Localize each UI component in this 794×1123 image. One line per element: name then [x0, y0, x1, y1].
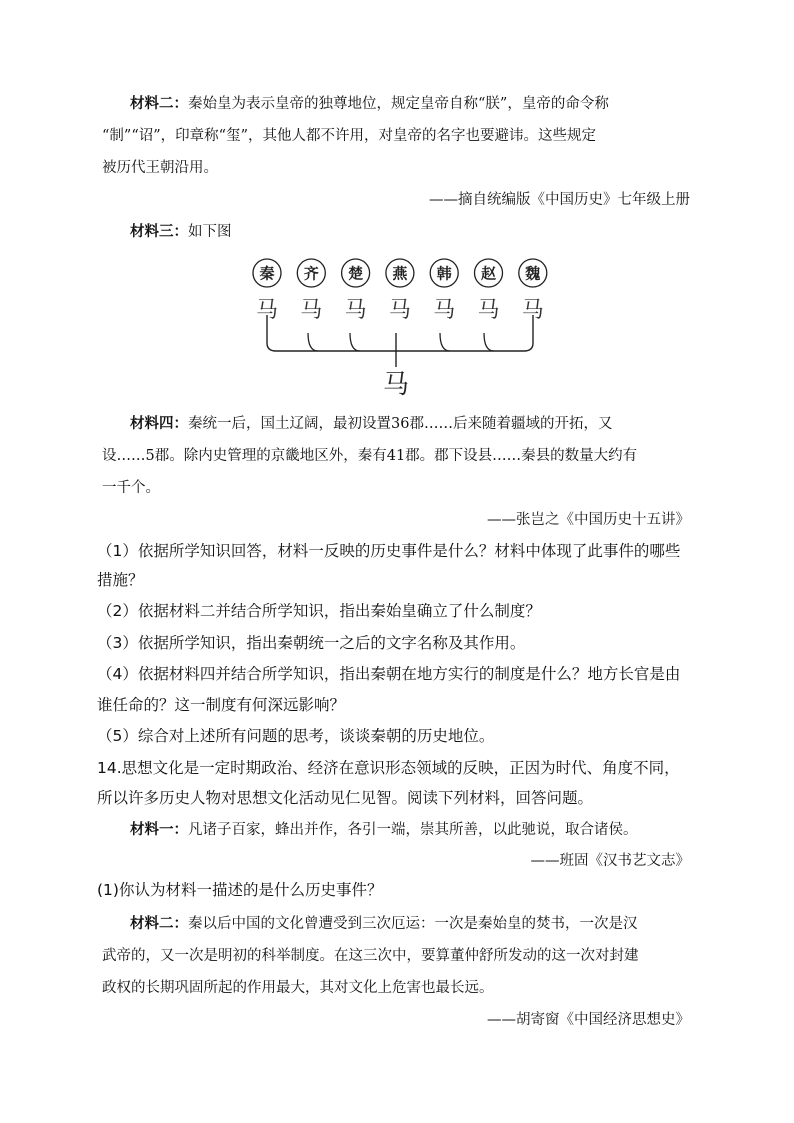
- state-script-glyph-5: 马: [433, 298, 456, 323]
- material2-line1: [130, 94, 609, 114]
- question-2: （2）依据材料二并结合所学知识，指出秦始皇确立了什么制度？: [97, 602, 541, 620]
- state-script-glyph-4: 马: [388, 298, 411, 323]
- state-name-2: 齐: [303, 264, 319, 283]
- q14-material2-line3: 政权的长期巩固所起的作用最大，其对文化上危害也最长远。: [102, 980, 494, 996]
- bracket-tick-3: [350, 333, 360, 351]
- state-script-glyph-1: 马: [255, 298, 279, 323]
- question-3: （3）依据所学知识，指出秦朝统一之后的文字名称及其作用。: [97, 634, 526, 652]
- material4-line3: 一千个。: [102, 480, 160, 496]
- material4-text-1: 秦统一后，国土辽阔，最初设置36郡……后来随着疆域的开拓，又: [188, 416, 613, 432]
- q14-question1: (1)你认为材料一描述的是什么历史事件？: [97, 881, 383, 899]
- q14-material2-source: ——胡寄窗《中国经济思想史》: [487, 1012, 690, 1028]
- state-name-3: 楚: [348, 264, 364, 283]
- material4-line2: 设……5郡。除内史管理的京畿地区外，秦有41郡。郡下设县……秦县的数量大约有: [102, 448, 638, 464]
- q14-line2: 所以许多历史人物对思想文化活动见仁见智。阅读下列材料，回答问题。: [97, 789, 594, 807]
- q14-material2-text-1: 秦以后中国的文化曾遭受到三次厄运：一次是秦始皇的焚书，一次是汉: [188, 916, 638, 932]
- bracket-tick-5: [440, 333, 450, 351]
- question-4-line1: （4）依据材料四并结合所学知识，指出秦朝在地方实行的制度是什么？地方长官是由: [97, 665, 681, 683]
- material4-line1: [130, 414, 612, 434]
- material2-line3: 被历代王朝沿用。: [102, 160, 218, 176]
- question-1-line2: 措施？: [97, 571, 144, 589]
- state-name-1: 秦: [259, 264, 275, 283]
- material4-label: 材料四：: [130, 415, 188, 432]
- bracket-tick-6: [484, 333, 494, 351]
- material4-source: ——张岂之《中国历史十五讲》: [487, 512, 690, 528]
- state-name-7: 魏: [525, 264, 541, 283]
- unified-glyph: 马: [382, 370, 410, 400]
- material3-line: [130, 222, 232, 242]
- state-script-glyph-6: 马: [477, 298, 500, 323]
- state-script-glyph-2: 马: [300, 298, 323, 323]
- q14-material1: [130, 820, 638, 840]
- state-script-glyph-3: 马: [344, 298, 367, 323]
- bracket-tick-2: [308, 333, 318, 351]
- state-name-4: 燕: [392, 264, 408, 283]
- material3-text: 如下图: [188, 224, 232, 240]
- q14-line1: 14.思想文化是一定时期政治、经济在意识形态领域的反映，正因为时代、角度不同，: [97, 759, 680, 777]
- question-1-line1: （1）依据所学知识回答，材料一反映的历史事件是什么？材料中体现了此事件的哪些: [97, 542, 681, 560]
- q14-material1-source: ——班固《汉书艺文志》: [530, 853, 690, 869]
- material2-source: ——摘自统编版《中国历史》七年级上册: [429, 192, 690, 208]
- material2-line2: “制”“诏”，印章称“玺”，其他人都不许用，对皇帝的名字也要避讳。这些规定: [102, 128, 596, 144]
- q14-material1-text: 凡诸子百家，蜂出并作，各引一端，崇其所善，以此驰说，取合诸侯。: [188, 822, 638, 838]
- question-4-line2: 谁任命的？这一制度有何深远影响？: [97, 696, 346, 714]
- q14-material2-label: 材料二：: [130, 915, 188, 932]
- state-script-glyph-7: 马: [521, 298, 544, 323]
- q14-material2-line2: 武帝的，又一次是明初的科举制度。在这三次中，要算董仲舒所发动的这一次对封建: [102, 948, 639, 964]
- q14-material2-line1: [130, 914, 638, 934]
- material2-label: 材料二：: [130, 95, 188, 112]
- state-name-6: 赵: [480, 264, 497, 283]
- script-unification-diagram: [250, 255, 550, 405]
- material2-text-1: 秦始皇为表示皇帝的独尊地位，规定皇帝自称“朕”，皇帝的命令称: [188, 96, 609, 112]
- q14-material1-label: 材料一：: [130, 821, 188, 838]
- material3-label: 材料三：: [130, 223, 188, 240]
- question-5: （5）综合对上述所有问题的思考，谈谈秦朝的历史地位。: [97, 727, 495, 745]
- state-name-5: 韩: [436, 264, 452, 283]
